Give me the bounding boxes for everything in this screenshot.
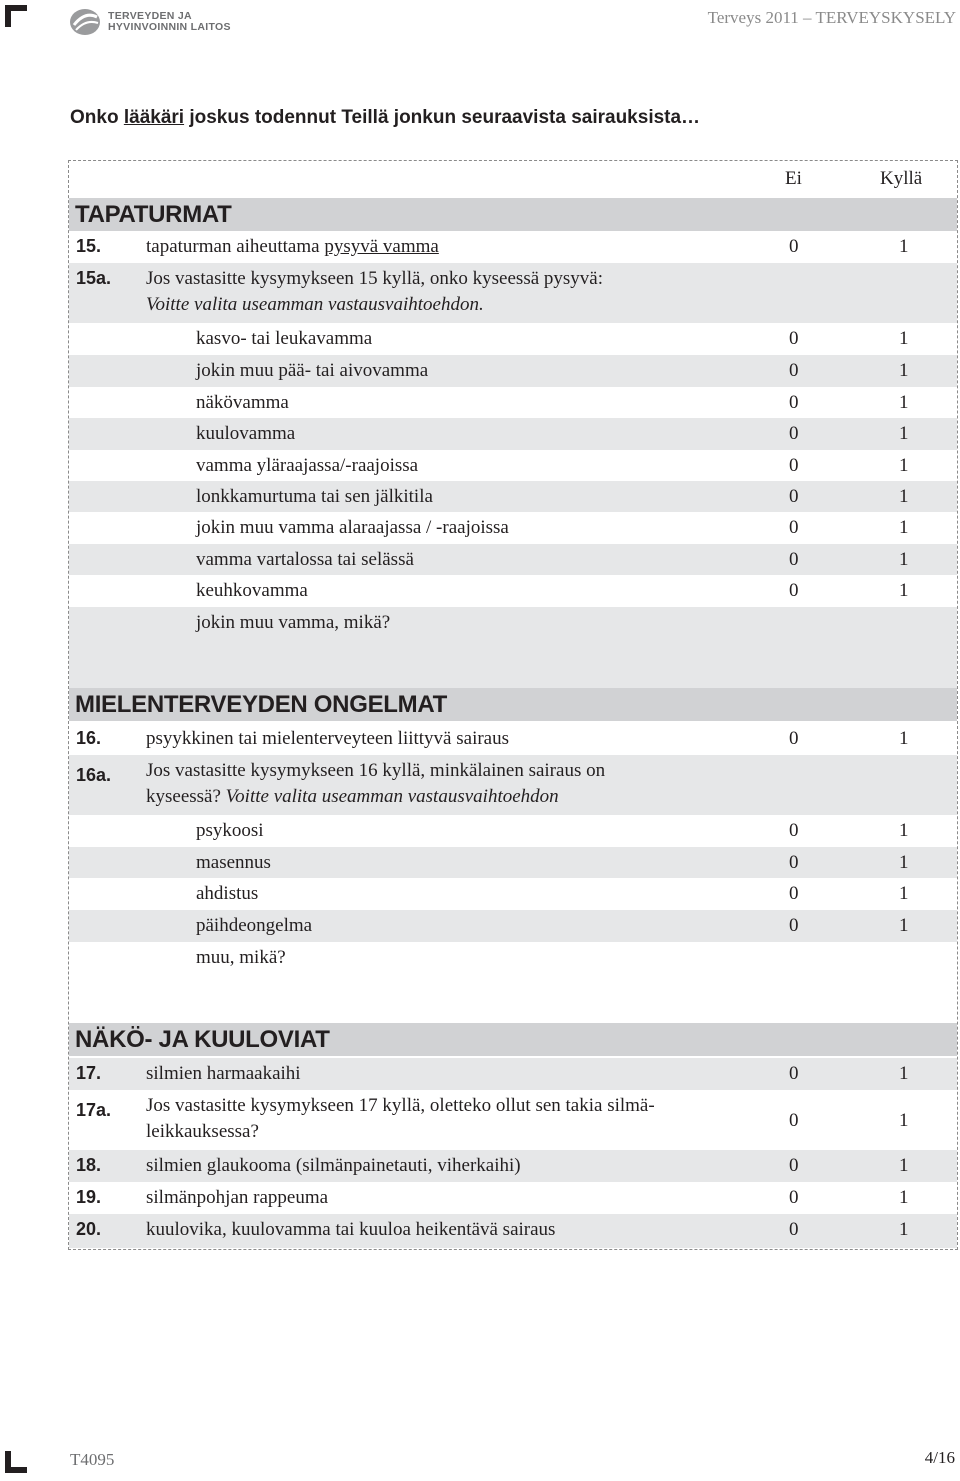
option-label: näkövamma (196, 392, 289, 413)
question-hint: Voitte valita useamman vastausvaihtoehdon (225, 786, 559, 807)
question-number: 19. (76, 1187, 102, 1207)
option-label: vamma vartalossa tai selässä (196, 549, 414, 570)
question-text: silmänpohjan rappeuma (146, 1187, 329, 1208)
answer-no[interactable]: 0 (789, 236, 799, 257)
question-15 (69, 231, 957, 263)
answer-yes[interactable]: 1 (899, 1063, 909, 1084)
answer-yes[interactable]: 1 (899, 1110, 909, 1131)
answer-yes[interactable]: 1 (899, 728, 909, 749)
section-vision-hearing (69, 1023, 957, 1056)
question-17a (69, 1090, 957, 1150)
other-injury-label: jokin muu vamma, mikä? (196, 612, 391, 633)
answer-yes[interactable]: 1 (899, 360, 909, 381)
answer-no[interactable]: 0 (789, 580, 799, 601)
corner-mark-top-left (5, 5, 27, 27)
option-row (69, 450, 957, 482)
answer-no[interactable]: 0 (789, 1187, 799, 1208)
option-row (69, 847, 957, 879)
answer-yes[interactable]: 1 (899, 1155, 909, 1176)
thl-logo-icon (68, 7, 102, 37)
question-number: 16. (76, 728, 102, 748)
option-row (69, 910, 957, 942)
other-mental-row[interactable] (69, 942, 957, 1023)
logo-line-1: TERVEYDEN JA (108, 10, 192, 22)
question-text: kuulovika, kuulovamma tai kuuloa heikentävä sairaus (146, 1219, 556, 1240)
question-number: 15a. (76, 268, 112, 288)
question-text: silmien harmaakaihi (146, 1063, 301, 1084)
answer-no[interactable]: 0 (789, 328, 799, 349)
option-row (69, 815, 957, 847)
answer-yes[interactable]: 1 (899, 580, 909, 601)
question-text (146, 266, 786, 318)
option-row (69, 575, 957, 607)
answer-no[interactable]: 0 (789, 1063, 799, 1084)
column-header-yes: Kyllä (880, 168, 923, 189)
option-row (69, 387, 957, 419)
thl-logo (68, 6, 231, 38)
option-row (69, 418, 957, 450)
answer-yes[interactable]: 1 (899, 328, 909, 349)
option-row (69, 512, 957, 544)
logo-line-2: HYVINVOINNIN LAITOS (108, 21, 231, 33)
answer-yes[interactable]: 1 (899, 1219, 909, 1240)
answer-yes[interactable]: 1 (899, 1187, 909, 1208)
answer-no[interactable]: 0 (789, 423, 799, 444)
question-text: psyykkinen tai mielenterveyteen liittyvä sairaus (146, 728, 510, 749)
question-number: 16a. (76, 765, 112, 785)
answer-no[interactable]: 0 (789, 1219, 799, 1240)
option-label: kuulovamma (196, 423, 296, 444)
question-text (146, 1093, 786, 1145)
option-label: kasvo- tai leukavamma (196, 328, 373, 349)
answer-no[interactable]: 0 (789, 486, 799, 507)
option-row (69, 323, 957, 355)
option-label: jokin muu pää- tai aivovamma (196, 360, 429, 381)
answer-yes[interactable]: 1 (899, 820, 909, 841)
option-row (69, 878, 957, 910)
option-label: keuhkovamma (196, 580, 308, 601)
question-text (146, 236, 439, 258)
option-row (69, 544, 957, 576)
option-label: jokin muu vamma alaraajassa / -raajoissa (196, 517, 509, 538)
answer-yes[interactable]: 1 (899, 549, 909, 570)
option-label: masennus (196, 852, 271, 873)
form-code: T4095 (70, 1450, 115, 1469)
question-16 (69, 723, 957, 755)
question-number: 17. (76, 1063, 102, 1083)
main-question-prefix: Onko (70, 107, 124, 128)
answer-no[interactable]: 0 (789, 392, 799, 413)
question-number: 20. (76, 1219, 102, 1239)
question-text-prefix: tapaturman aiheuttama (146, 236, 325, 257)
answer-no[interactable]: 0 (789, 915, 799, 936)
question-18 (69, 1150, 957, 1182)
question-text-underlined: pysyvä vamma (324, 236, 439, 257)
answer-yes[interactable]: 1 (899, 517, 909, 538)
answer-no[interactable]: 0 (789, 1155, 799, 1176)
question-hint: Voitte valita useamman vastausvaihtoehdon. (146, 294, 484, 315)
answer-no[interactable]: 0 (789, 852, 799, 873)
main-question-underlined: lääkäri (123, 107, 185, 128)
answer-no[interactable]: 0 (789, 1110, 799, 1131)
logo-text (108, 11, 231, 33)
question-number: 15. (76, 236, 102, 256)
question-text-line-2 (146, 784, 786, 810)
answer-no[interactable]: 0 (789, 728, 799, 749)
section-mental-health (69, 688, 957, 721)
section-title: TAPATURMAT (75, 201, 232, 228)
option-label: psykoosi (196, 820, 264, 841)
answer-yes[interactable]: 1 (899, 455, 909, 476)
question-text: silmien glaukooma (silmänpainetauti, viherkaihi) (146, 1155, 521, 1176)
answer-no[interactable]: 0 (789, 883, 799, 904)
question-20 (69, 1214, 957, 1248)
column-header-no: Ei (785, 168, 802, 189)
question-text-line: Jos vastasitte kysymykseen 15 kyllä, onko kyseessä pysyvä: (146, 268, 604, 289)
question-19 (69, 1182, 957, 1214)
question-text-line: Jos vastasitte kysymykseen 17 kyllä, oletteko ollut sen takia silmä- (146, 1095, 655, 1116)
other-injury-row[interactable] (69, 607, 957, 688)
answer-yes[interactable]: 1 (899, 423, 909, 444)
answer-yes[interactable]: 1 (899, 236, 909, 257)
section-title: MIELENTERVEYDEN ONGELMAT (75, 691, 447, 718)
question-text-continued: kyseessä? (146, 786, 226, 807)
answer-no[interactable]: 0 (789, 455, 799, 476)
answer-yes[interactable]: 1 (899, 915, 909, 936)
answer-yes[interactable]: 1 (899, 392, 909, 413)
answer-no[interactable]: 0 (789, 360, 799, 381)
answer-yes[interactable]: 1 (899, 883, 909, 904)
option-row (69, 355, 957, 387)
running-title: Terveys 2011 – TERVEYSKYSELY (707, 8, 956, 27)
question-number: 18. (76, 1155, 102, 1175)
question-text-line-2: leikkauksessa? (146, 1121, 259, 1142)
option-label: päihdeongelma (196, 915, 313, 936)
option-label: ahdistus (196, 883, 259, 904)
section-title: NÄKÖ- JA KUULOVIAT (75, 1026, 330, 1053)
answer-no[interactable]: 0 (789, 549, 799, 570)
main-question (70, 107, 700, 129)
option-label: lonkkamurtuma tai sen jälkitila (196, 486, 433, 507)
answer-no[interactable]: 0 (789, 517, 799, 538)
corner-mark-bottom-left (5, 1451, 27, 1473)
option-row (69, 481, 957, 513)
other-mental-label: muu, mikä? (196, 947, 286, 968)
page-number: 4/16 (924, 1448, 955, 1467)
answer-no[interactable]: 0 (789, 820, 799, 841)
answer-yes[interactable]: 1 (899, 486, 909, 507)
question-text-line: Jos vastasitte kysymykseen 16 kyllä, minkälainen sairaus on (146, 760, 606, 781)
question-text (146, 758, 786, 810)
answer-yes[interactable]: 1 (899, 852, 909, 873)
question-17 (69, 1058, 957, 1090)
question-number: 17a. (76, 1100, 112, 1120)
option-label: vamma yläraajassa/-raajoissa (196, 455, 419, 476)
question-16a (69, 755, 957, 815)
main-question-suffix: joskus todennut Teillä jonkun seuraavista sairauksista… (184, 107, 701, 128)
section-injuries (69, 198, 957, 231)
question-15a (69, 263, 957, 323)
